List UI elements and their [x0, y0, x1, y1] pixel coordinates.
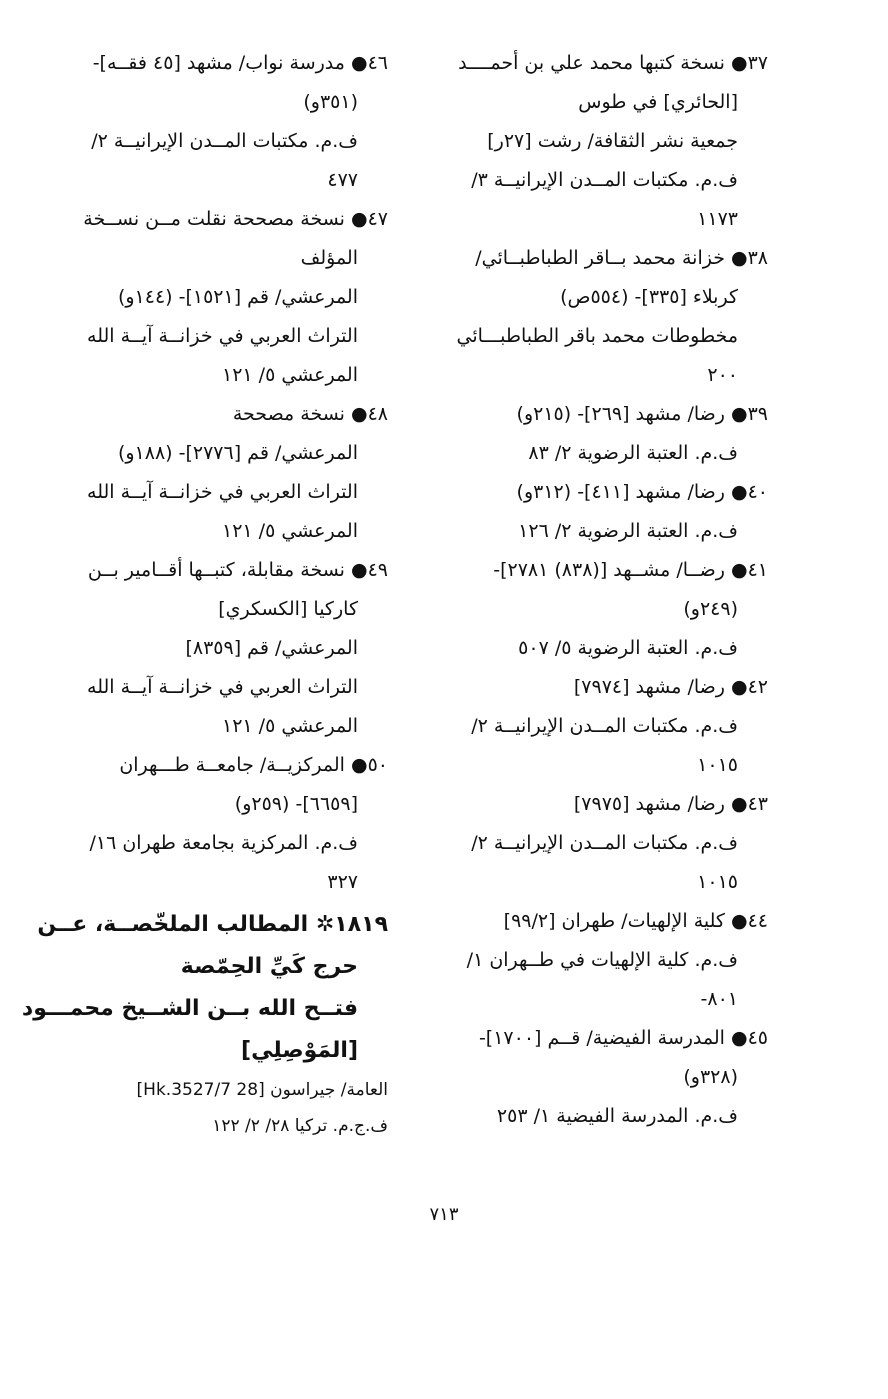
left-column-line: ٤٧٧ — [327, 169, 358, 191]
right-column-line: ف.م. العتبة الرضوية ٢/ ٨٣ — [528, 442, 738, 464]
entry-title-line-2: حرج كَيِّ الحِمّصة — [180, 954, 358, 979]
left-column-line: التراث العربي في خزانــة آيــة الله — [87, 676, 358, 698]
right-column-line: ٤٠● رضا/ مشهد [٤١١]- (٣١٢و) — [516, 481, 768, 503]
right-column-line: ف.م. العتبة الرضوية ٢/ ١٢٦ — [518, 520, 738, 542]
right-column-line: ٣٨● خزانة محمد بــاقر الطباطبــائي/ — [475, 247, 768, 269]
left-column-line: ٥٠● المركزيــة/ جامعــة طـــهران — [119, 754, 388, 776]
page-number: ٧١٣ — [429, 1204, 459, 1225]
right-column-line: [الحائري] في طوس — [578, 91, 738, 113]
left-column-line: المرعشي ٥/ ١٢١ — [222, 715, 358, 737]
left-column-line: ٤٦● مدرسة نواب/ مشهد [٤٥ فقــه]- — [92, 52, 388, 74]
right-column-line: ف.م. كلية الإلهيات في طــهران ١/ — [466, 949, 738, 971]
left-column-line: ٣٢٧ — [327, 871, 358, 893]
entry-references — [66, 1072, 388, 1144]
left-column-line: المرعشي/ قم [١٥٢١]- (١٤٤و) — [117, 286, 358, 308]
right-column-line: ٣٧● نسخة كتبها محمد علي بن أحمــــد — [458, 52, 768, 74]
right-column-line: ٣٩● رضا/ مشهد [٢٦٩]- (٢١٥و) — [516, 403, 768, 425]
left-column-line: ٤٩● نسخة مقابلة، كتبــها أقــامير بــن — [87, 559, 388, 581]
left-column-line: المرعشي ٥/ ١٢١ — [222, 364, 358, 386]
left-column-line: كاركيا [الكسكري] — [218, 598, 358, 620]
left-column-line: المرعشي/ قم [٨٣٥٩] — [185, 637, 358, 659]
right-column-line: ٤٢● رضا/ مشهد [٧٩٧٤] — [573, 676, 768, 698]
entry-author-nisba: [المَوْصِلِي] — [241, 1038, 358, 1063]
left-column-line: المرعشي/ قم [٢٧٧٦]- (١٨٨و) — [117, 442, 358, 464]
right-column-line: ف.م. مكتبات المــدن الإيرانيــة ٢/ — [471, 832, 738, 854]
left-column-line: [٦٦٥٩]- (٢٥٩و) — [234, 793, 358, 815]
right-column-line: ف.م. العتبة الرضوية ٥/ ٥٠٧ — [518, 637, 738, 659]
right-column-line: كربلاء [٣٣٥]- (٥٥٤ص) — [560, 286, 738, 308]
right-column-line: (٣٢٨و) — [683, 1066, 738, 1088]
left-column-line: التراث العربي في خزانــة آيــة الله — [87, 481, 358, 503]
left-column-items — [66, 44, 388, 902]
right-column-line: ف.م. مكتبات المــدن الإيرانيــة ٢/ — [471, 715, 738, 737]
right-column-line: جمعية نشر الثقافة/ رشت [٢٧ر] — [487, 130, 738, 152]
left-column-line: المرعشي ٥/ ١٢١ — [222, 520, 358, 542]
right-column-line: ١٠١٥ — [697, 871, 738, 893]
right-column-line: مخطوطات محمد باقر الطباطبـــائي — [456, 325, 738, 347]
entry-title-line-1: ١٨١٩✲ المطالب الملخّصــة، عــن — [37, 912, 388, 937]
right-column-line: ١٠١٥ — [697, 754, 738, 776]
right-column-line: ١١٧٣ — [697, 208, 738, 230]
left-column-line: ٤٨● نسخة مصححة — [232, 403, 388, 425]
right-column — [440, 44, 768, 1136]
right-column-line: ٤٣● رضا/ مشهد [٧٩٧٥] — [573, 793, 768, 815]
left-column-line: (٣٥١و) — [303, 91, 358, 113]
left-column-line: ف.م. المركزية بجامعة طهران ١٦/ — [89, 832, 358, 854]
left-column — [21, 44, 388, 1144]
right-column-line: ٤٥● المدرسة الفيضية/ قــم [١٧٠٠]- — [478, 1027, 768, 1049]
right-column-line: ٢٠٠ — [707, 364, 738, 386]
left-column-line: ف.م. مكتبات المــدن الإيرانيــة ٢/ — [91, 130, 358, 152]
right-column-line: ٤٤● كلية الإلهيات/ طهران [٩٩/٢] — [503, 910, 768, 932]
right-column-line: ف.م. مكتبات المــدن الإيرانيــة ٣/ — [471, 169, 738, 191]
right-column-line: ٤١● رضــا/ مشــهد [(٨٣٨) ٢٧٨١]- — [493, 559, 768, 581]
right-column-line: ٨٠١- — [700, 988, 738, 1010]
entry-ref-1: العامة/ جيراسون [28 Hk.3527/7] — [136, 1080, 388, 1100]
entry-ref-2: ف.ج.م. تركيا ٢٨/ ٢/ ١٢٢ — [212, 1116, 388, 1136]
entry-heading — [21, 904, 388, 1072]
left-column-line: المؤلف — [300, 247, 358, 269]
right-column-line: ف.م. المدرسة الفيضية ١/ ٢٥٣ — [496, 1105, 738, 1127]
entry-author-line: فتــح الله بــن الشــيخ محمـــود — [21, 996, 358, 1021]
left-column-line: ٤٧● نسخة مصححة نقلت مــن نســخة — [83, 208, 388, 230]
left-column-line: التراث العربي في خزانــة آيــة الله — [87, 325, 358, 347]
right-column-line: (٢٤٩و) — [683, 598, 738, 620]
